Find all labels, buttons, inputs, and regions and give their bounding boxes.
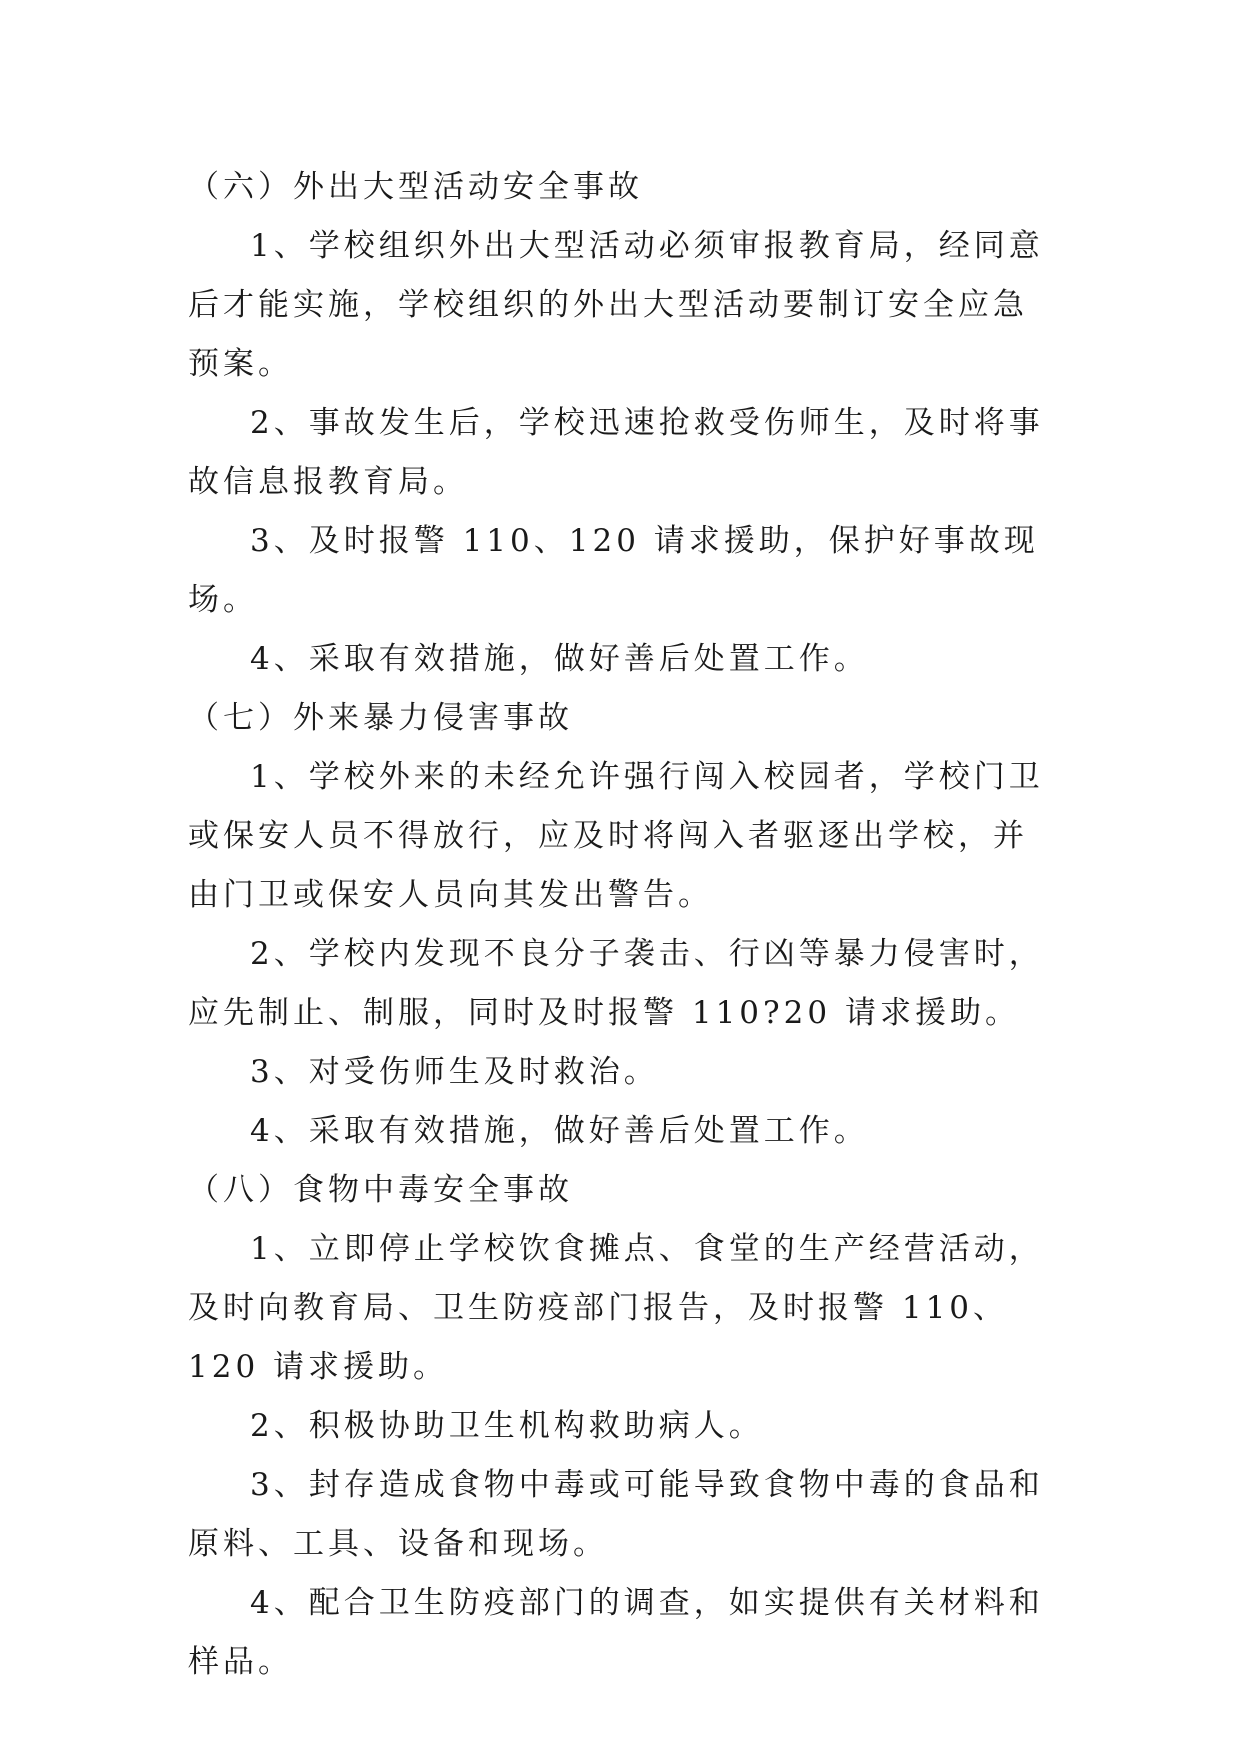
section-heading: （七）外来暴力侵害事故 [188,700,573,736]
paragraph: 2、积极协助卫生机构救助病人。 [250,1408,764,1444]
paragraph: 1、立即停止学校饮食摊点、食堂的生产经营活动，及时向教育局、卫生防疫部门报告，及时报警 110、120 请求援助。 [188,1231,1044,1385]
paragraph: 3、对受伤师生及时救治。 [250,1054,659,1090]
paragraph: 3、及时报警 110、120 请求援助，保护好事故现场。 [188,523,1039,618]
paragraph: 1、学校外来的未经允许强行闯入校园者，学校门卫或保安人员不得放行，应及时将闯入者驱逐出学校，并由门卫或保安人员向其发出警告。 [188,759,1044,913]
section-heading: （六）外出大型活动安全事故 [188,169,643,205]
paragraph: 1、学校组织外出大型活动必须审报教育局，经同意后才能实施，学校组织的外出大型活动要制订安全应急预案。 [188,228,1044,382]
paragraph: 4、采取有效措施，做好善后处置工作。 [250,1113,869,1149]
paragraph: 2、事故发生后，学校迅速抢救受伤师生，及时将事故信息报教育局。 [188,405,1044,500]
paragraph: 3、封存造成食物中毒或可能导致食物中毒的食品和原料、工具、设备和现场。 [188,1467,1044,1562]
paragraph: 4、配合卫生防疫部门的调查，如实提供有关材料和样品。 [188,1585,1044,1680]
document-body [188,158,1058,1692]
paragraph: 2、学校内发现不良分子袭击、行凶等暴力侵害时，应先制止、制服，同时及时报警 110?20 请求援助。 [188,936,1044,1031]
section-heading: （八）食物中毒安全事故 [188,1172,573,1208]
paragraph: 4、采取有效措施，做好善后处置工作。 [250,641,869,677]
